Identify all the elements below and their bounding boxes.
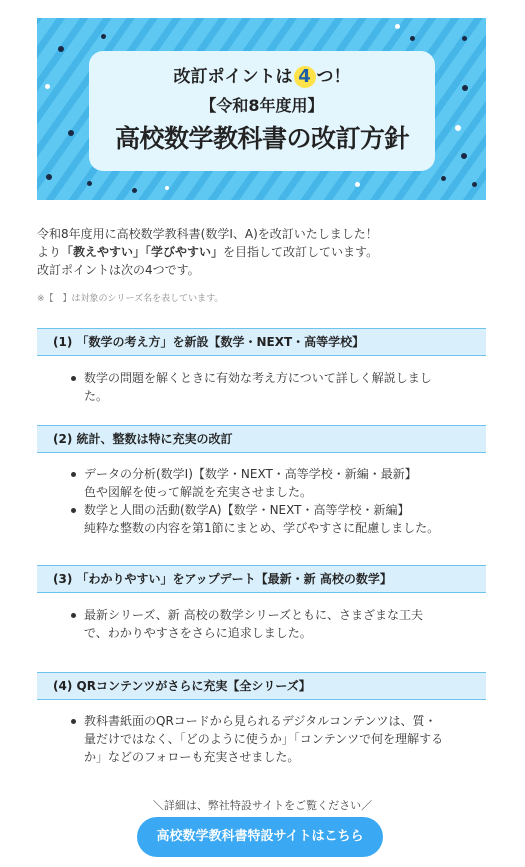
list-item-line: 量だけではなく、「どのように使うか」「コンテンツで何を理解する (84, 732, 444, 746)
cta-note: ＼詳細は、弊社特設サイトをご覧ください／ (152, 799, 373, 812)
section-2-list (70, 465, 470, 537)
section-3-list (70, 606, 470, 642)
list-item-line: 純粋な整数の内容を第1節にまとめ、学びやすさに配慮しました。 (84, 521, 440, 535)
decor-dot (461, 153, 467, 159)
decor-dot (165, 186, 169, 190)
list-item-line: 最新シリーズ、新 高校の数学シリーズともに、さまざまな工夫 (84, 608, 423, 622)
banner-tagline (89, 62, 435, 88)
list-item-line: データの分析(数学Ⅰ)【数学・NEXT・高等学校・新編・最新】 (84, 467, 417, 481)
decor-dot (355, 182, 360, 187)
intro-line-2-suffix: を目指して改訂しています。 (223, 245, 379, 259)
decor-dot (68, 130, 74, 136)
banner-tagline-suffix: つ！ (316, 67, 351, 87)
list-item-line: 数学の問題を解くときに有効な考え方について詳しく解説しまし (84, 371, 432, 385)
decor-dot (45, 84, 50, 89)
decor-dot (462, 85, 468, 91)
series-note: ※【 】は対象のシリーズ名を表しています。 (37, 294, 224, 304)
list-item (70, 712, 470, 766)
section-3-heading: (3) 「わかりやすい」をアップデート【最新・新 高校の数学】 (37, 565, 486, 593)
decor-dot (58, 46, 64, 52)
special-site-button[interactable]: 高校数学教科書特設サイトはこちら (137, 817, 383, 857)
list-item-line: で、わかりやすさをさらに追求しました。 (84, 626, 312, 640)
decor-dot (87, 181, 92, 186)
decor-dot (455, 125, 461, 131)
section-4-heading: (4) QRコンテンツがさらに充実【全シリーズ】 (37, 672, 486, 700)
decor-dot (132, 188, 137, 193)
banner-tagline-prefix: 改訂ポイントは (173, 67, 293, 87)
banner-year-label: 【令和8年度用】 (200, 96, 324, 115)
list-item-line: か」などのフォローも充実させました。 (84, 750, 300, 764)
list-item-line: 色や図解を使って解説を充実させました。 (84, 485, 313, 499)
hero-banner (37, 18, 486, 200)
list-item-line: 教科書紙面のQRコードから見られるデジタルコンテンツは、質・ (84, 714, 437, 728)
decor-dot (441, 176, 446, 181)
decor-dot (101, 34, 106, 39)
intro-line-1: 令和8年度用に高校数学教科書(数学Ⅰ、A)を改訂いたしました！ (37, 227, 378, 241)
list-item (70, 465, 470, 501)
section-4-list (70, 712, 470, 766)
banner-title: 高校数学教科書の改訂方針 (114, 124, 409, 153)
decor-dot (46, 174, 52, 180)
list-item-line: 数学と人間の活動(数学A)【数学・NEXT・高等学校・新編】 (84, 503, 410, 517)
banner-number-badge: 4 (294, 66, 316, 88)
intro-line-2 (37, 243, 487, 261)
section-1-list (70, 369, 470, 405)
list-item (70, 501, 470, 537)
decor-dot (472, 182, 477, 187)
decor-dot (462, 36, 467, 41)
intro-line-2-prefix: より (37, 245, 62, 259)
section-1-heading: (1) 「数学の考え方」を新設【数学・NEXT・高等学校】 (37, 328, 486, 356)
intro-text (37, 225, 487, 279)
decor-dot (395, 24, 400, 29)
list-item (70, 369, 470, 405)
decor-dot (410, 36, 415, 41)
section-2-heading: (2) 統計、整数は特に充実の改訂 (37, 425, 486, 453)
list-item-line: た。 (84, 389, 109, 403)
intro-emphasis: 「教えやすい」「学びやすい」 (61, 245, 224, 259)
list-item (70, 606, 470, 642)
banner-title-card (89, 51, 435, 171)
intro-line-3: 改訂ポイントは次の4つです。 (37, 263, 200, 277)
